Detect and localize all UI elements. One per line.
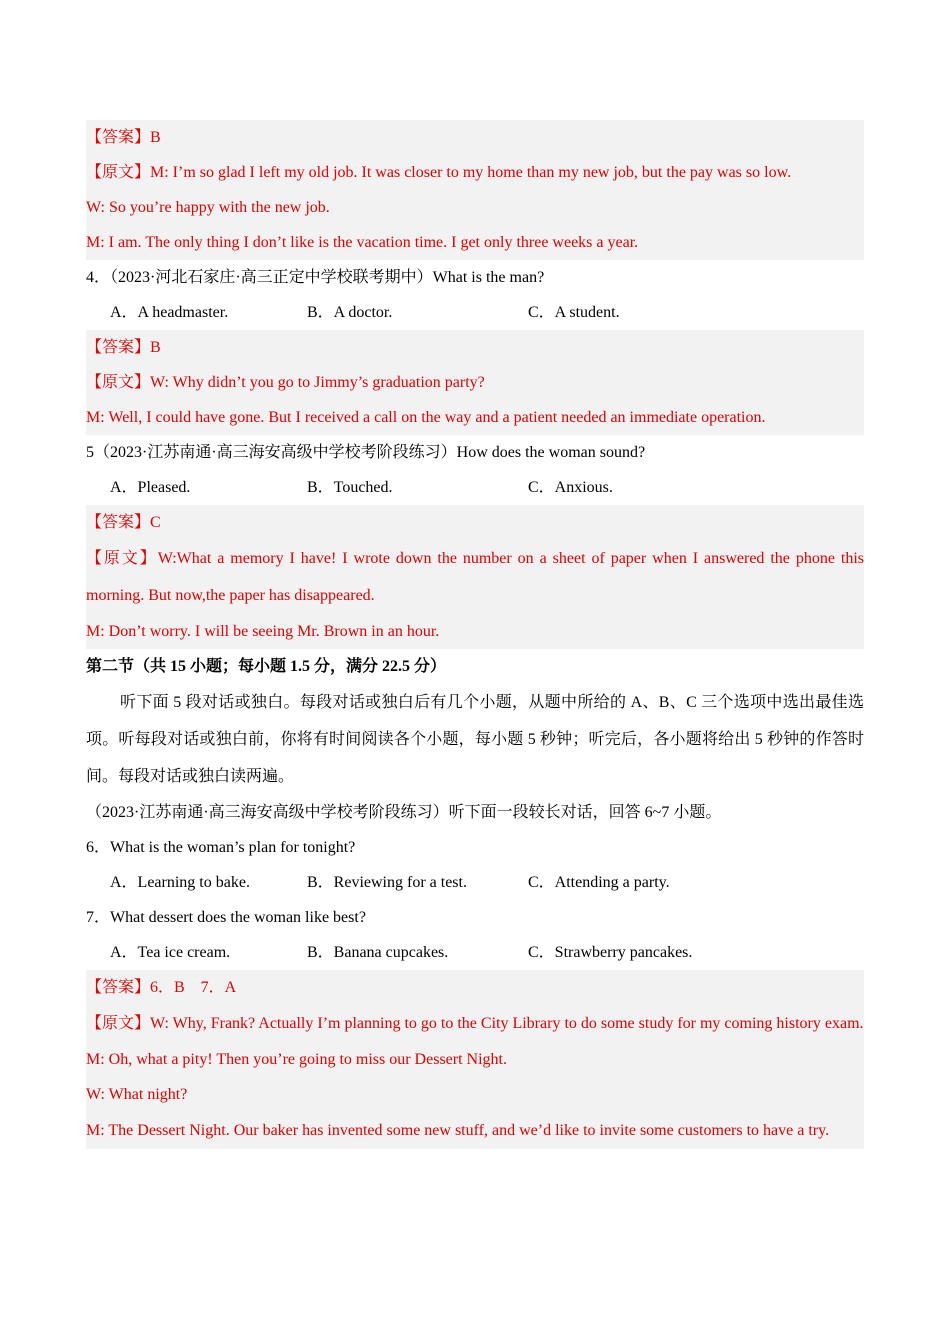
transcript-line: W: What night? (86, 1086, 188, 1103)
question-5-options (86, 470, 864, 505)
answer-block-q4 (86, 330, 864, 435)
section-heading: 第二节（共 15 小题；每小题 1.5 分，满分 22.5 分） (86, 658, 447, 675)
option-b: B．A doctor. (307, 304, 393, 321)
answer-block-q6-7 (86, 970, 864, 1149)
option-a: A．A headmaster. (110, 304, 229, 321)
transcript-line: 【原文】W: Why didn’t you go to Jimmy’s graduation party? (86, 374, 485, 391)
transcript-line: W: So you’re happy with the new job. (86, 199, 330, 216)
option-b: B．Banana cupcakes. (307, 944, 449, 961)
answer-block-q3 (86, 120, 864, 260)
option-c: C．A student. (528, 304, 620, 321)
option-a: A．Tea ice cream. (110, 944, 231, 961)
transcript-line: M: Don’t worry. I will be seeing Mr. Brown in an hour. (86, 623, 440, 640)
transcript-line: 【原文】M: I’m so glad I left my old job. It was closer to my home than my new job, but the pay was so low. (86, 164, 792, 181)
option-c: C．Attending a party. (528, 874, 670, 891)
option-c: C．Anxious. (528, 479, 613, 496)
transcript-line: 【原文】W: Why, Frank? Actually I’m planning to go to the City Library to do some study for my coming history exam. (86, 1015, 864, 1032)
transcript-line: M: Well, I could have gone. But I received a call on the way and a patient needed an immediate operation. (86, 409, 766, 426)
answer-label: 【答案】B (86, 129, 161, 146)
option-c: C．Strawberry pancakes. (528, 944, 693, 961)
option-a: A．Pleased. (110, 479, 191, 496)
document-page (86, 120, 864, 1149)
answer-label: 【答案】6．B 7．A (86, 979, 237, 996)
answer-label: 【答案】B (86, 339, 161, 356)
question-4: 4．（2023·河北石家庄·高三正定中学校联考期中）What is the man? (86, 269, 545, 286)
answer-block-q5 (86, 505, 864, 649)
question-7-options (86, 935, 864, 970)
transcript-line: M: I am. The only thing I don’t like is the vacation time. I get only three weeks a year. (86, 234, 639, 251)
question-7: 7．What dessert does the woman like best? (86, 909, 366, 926)
section-source: （2023·江苏南通·高三海安高级中学校考阶段练习）听下面一段较长对话，回答 6~7 小题。 (86, 804, 722, 821)
transcript-line: M: Oh, what a pity! Then you’re going to miss our Dessert Night. (86, 1051, 507, 1068)
transcript-line: M: The Dessert Night. Our baker has invented some new stuff, and we’d like to invite some customers to have a try. (86, 1122, 830, 1139)
question-4-options (86, 295, 864, 330)
answer-label: 【答案】C (86, 514, 161, 531)
option-b: B．Reviewing for a test. (307, 874, 467, 891)
transcript-line: 【原文】W:What a memory I have! I wrote down the number on a sheet of paper when I answered the phone this morning. But now,the paper has disappeared. (86, 550, 864, 604)
option-a: A．Learning to bake. (110, 874, 250, 891)
option-b: B．Touched. (307, 479, 393, 496)
question-5: 5（2023·江苏南通·高三海安高级中学校考阶段练习）How does the woman sound? (86, 444, 646, 461)
question-6: 6．What is the woman’s plan for tonight? (86, 839, 356, 856)
question-6-options (86, 865, 864, 900)
section-instructions: 听下面 5 段对话或独白。每段对话或独白后有几个小题，从题中所给的 A、B、C 三个选项中选出最佳选项。听每段对话或独白前，你将有时间阅读各个小题，每小题 5 秒钟；听完后，各小题将给出 5 秒钟的作答时间。每段对话或独白读两遍。 (86, 694, 864, 785)
